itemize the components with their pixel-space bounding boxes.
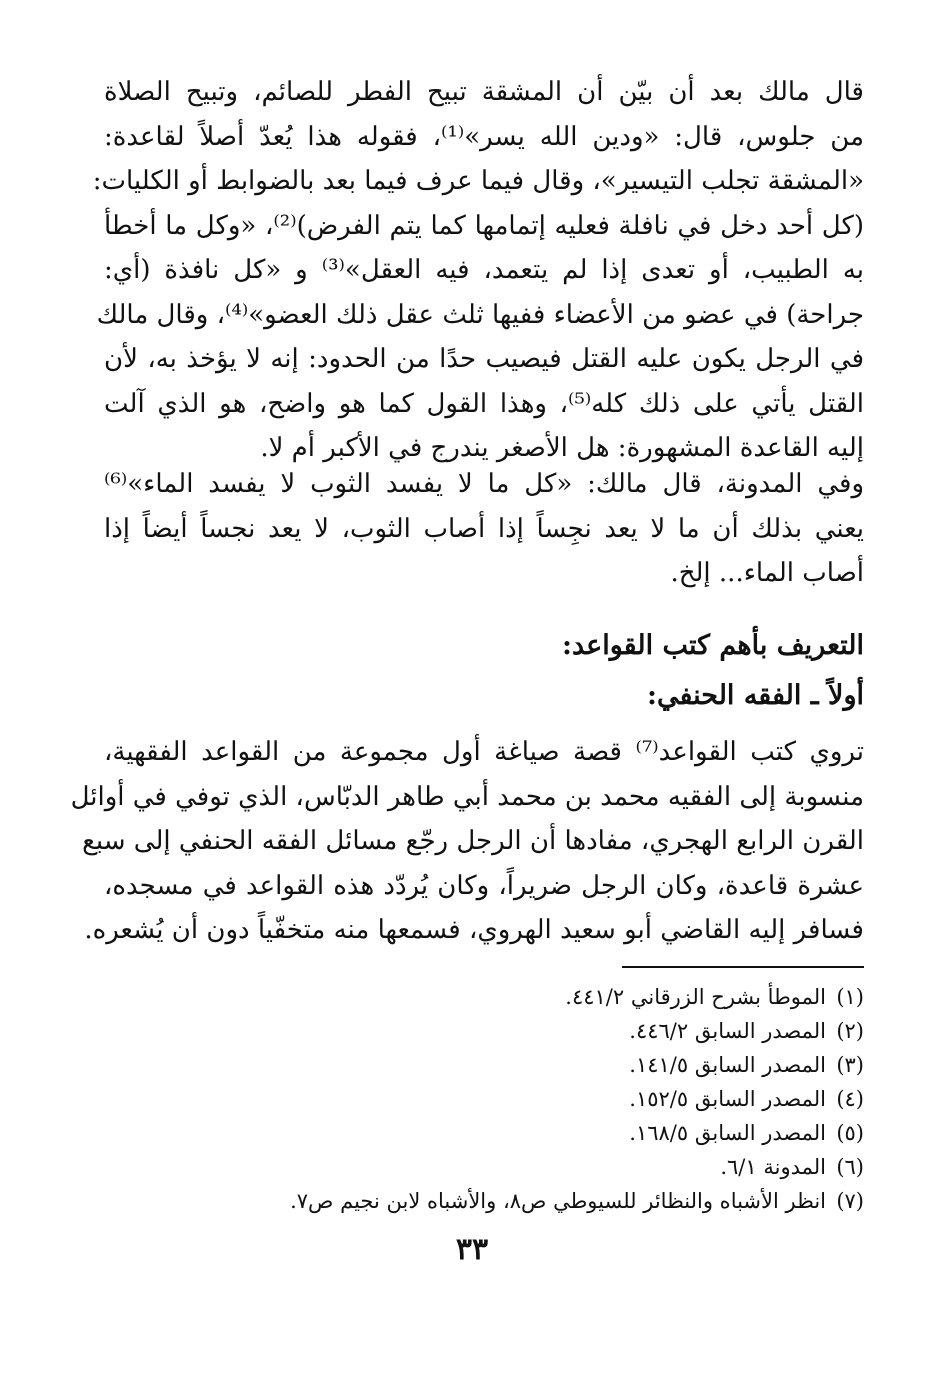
paragraph-hanafi <box>70 730 864 953</box>
text-line: به الطبيب، أو تعدى إذا لم يتعمد، فيه العقل»⁽³⁾ و «كل نافذة (أي: <box>104 255 865 285</box>
footnote-text: المصدر السابق ١٤١/٥. <box>629 1053 826 1077</box>
footnote-number: (٥) <box>836 1121 864 1145</box>
footnote-text: المدونة ٦/١. <box>720 1155 826 1179</box>
text-line: فسافر إليه القاضي أبو سعيد الهروي، فسمعها منه متخفّياً دون أن يُشعره. <box>84 915 864 945</box>
footnote-text: المصدر السابق ١٦٨/٥. <box>629 1121 826 1145</box>
text-line: قال مالك بعد أن بيّن أن المشقة تبيح الفطر للصائم، وتبيح الصلاة <box>104 77 864 107</box>
footnote-item <box>104 1184 864 1218</box>
footnote-divider <box>622 966 864 968</box>
footnote-number: (٦) <box>836 1155 864 1179</box>
footnotes <box>104 980 864 1218</box>
footnote-item <box>104 1150 864 1184</box>
footnote-item <box>104 1048 864 1082</box>
footnote-item <box>104 1082 864 1116</box>
footnote-text: الموطأ بشرح الزرقاني ٤٤١/٢. <box>565 985 826 1009</box>
footnote-text: المصدر السابق ١٥٢/٥. <box>629 1087 826 1111</box>
text-line: جراحة) في عضو من الأعضاء ففيها ثلث عقل ذلك العضو»⁽⁴⁾، وقال مالك <box>96 299 864 330</box>
text-line: في الرجل يكون عليه القتل فيصيب حدًا من الحدود: إنه لا يؤخذ به، لأن <box>104 344 864 374</box>
footnote-item <box>104 980 864 1014</box>
paragraph-mudawwana <box>104 462 864 596</box>
text-line: إليه القاعدة المشهورة: هل الأصغر يندرج في الأكبر أم لا. <box>260 433 864 463</box>
footnote-number: (٧) <box>836 1189 864 1213</box>
footnote-number: (٤) <box>836 1087 864 1111</box>
footnote-number: (١) <box>836 985 864 1009</box>
footnote-number: (٣) <box>836 1053 864 1077</box>
text-line: تروي كتب القواعد⁽⁷⁾ قصة صياغة أول مجموعة من القواعد الفقهية، <box>104 737 864 767</box>
paragraph-maliki-rules <box>92 70 865 471</box>
text-line: يعني بذلك أن ما لا يعد نجِساً إذا أصاب الثوب، لا يعد نجساً أيضاً إذا <box>104 513 864 544</box>
text-line: منسوبة إلى الفقيه محمد بن محمد أبي طاهر الدبّاس، الذي توفي في أوائل <box>70 781 864 812</box>
footnote-number: (٢) <box>836 1019 864 1043</box>
text-line: وفي المدونة، قال مالك: «كل ما لا يفسد الثوب لا يفسد الماء»⁽⁶⁾ <box>104 469 864 499</box>
footnote-text: المصدر السابق ٤٤٦/٢. <box>629 1019 826 1043</box>
footnote-item <box>104 1116 864 1150</box>
text-line: من جلوس، قال: «ودين الله يسر»⁽¹⁾، فقوله هذا يُعدّ أصلاً لقاعدة: <box>104 121 864 152</box>
text-line: أصاب الماء... إلخ. <box>670 558 864 588</box>
footnote-item <box>104 1014 864 1048</box>
text-line: القرن الرابع الهجري، مفادها أن الرجل رجّع مسائل الفقه الحنفي إلى سبع <box>82 826 864 856</box>
text-line: عشرة قاعدة، وكان الرجل ضريراً، وكان يُردّد هذه القواعد في مسجده، <box>104 870 864 901</box>
section-heading: التعريف بأهم كتب القواعد: <box>561 630 864 661</box>
text-line: القتل يأتي على ذلك كله⁽⁵⁾، وهذا القول كما هو واضح، هو الذي آلت <box>104 388 864 419</box>
subsection-heading: أولاً ـ الفقه الحنفي: <box>646 680 864 711</box>
footnote-text: انظر الأشباه والنظائر للسيوطي ص٨، والأشباه لابن نجيم ص٧. <box>290 1189 826 1213</box>
page-number: ٣٣ <box>455 1232 489 1267</box>
text-line: «المشقة تجلب التيسير»، وقال فيما عرف فيما بعد بالضوابط أو الكليات: <box>92 166 864 196</box>
text-line: (كل أحد دخل في نافلة فعليه إتمامها كما يتم الفرض)⁽²⁾، «وكل ما أخطأ <box>104 210 865 241</box>
